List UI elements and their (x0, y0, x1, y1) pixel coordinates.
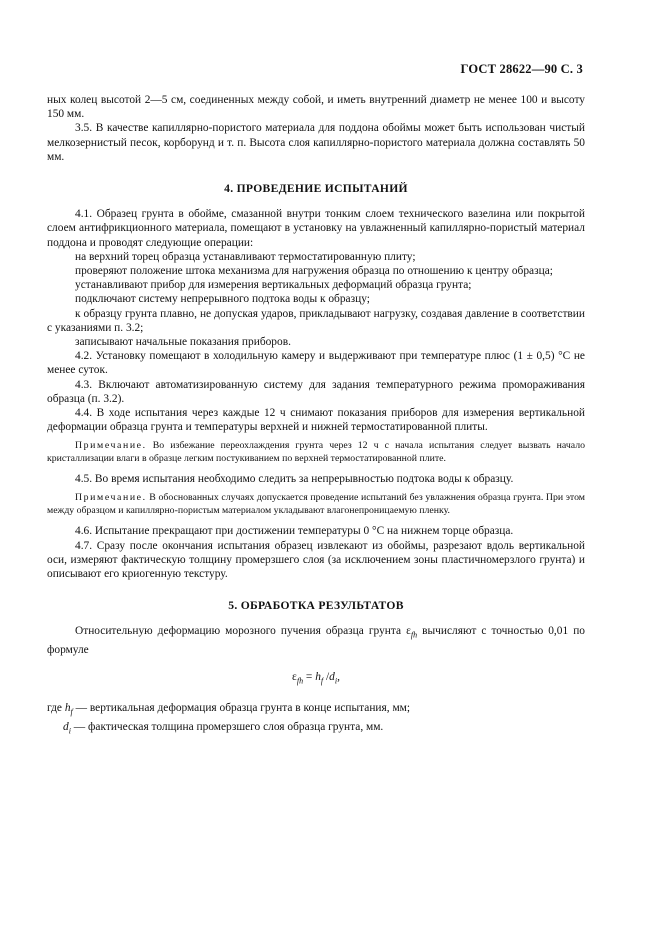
where-line-1 (47, 701, 585, 719)
page-header: ГОСТ 28622—90 С. 3 (460, 62, 583, 76)
paragraph-4-3: 4.3. Включают автоматизированную систему для задания температурного режима промораживания образца (п. 3.2). (47, 378, 585, 405)
operation-3: устанавливают прибор для измерения вертикальных деформаций образца грунта; (75, 279, 472, 292)
paragraph-continued: ных колец высотой 2—5 см, соединенных между собой, и иметь внутренний диаметр не менее 100 и высоту 150 мм. (47, 94, 585, 121)
formula-h-sub: f (320, 676, 324, 686)
paragraph-4-1: 4.1. Образец грунта в обойме, смазанной внутри тонким слоем технического вазелина или покрытой слоем антифрикционного материала, помещают в установку на увлажненный капиллярно-пористый материал поддона и проводят следующие операции: (47, 208, 585, 249)
document-body (47, 93, 585, 738)
where-line-2 (63, 720, 585, 738)
operation-4: подключают систему непрерывного подтока воды к образцу; (75, 293, 370, 306)
paragraph-4-4: 4.4. В ходе испытания через каждые 12 ч снимают показания приборов для измерения вертикальной деформации образца грунта и температуры верхней и нижней термостатированной плиты. (47, 407, 585, 434)
formula-h: h (315, 671, 321, 683)
note-label: Примечание. (75, 492, 147, 504)
formula-d: d (329, 671, 335, 683)
formula-end: , (337, 671, 340, 683)
paragraph-3-5: 3.5. В качестве капиллярно-пористого материала для поддона обоймы может быть использован чистый мелкозернистый песок, корборунд и т. п. Высота слоя капиллярно-пористого материала должна составлять 50 мм. (47, 122, 585, 163)
where1-symbol: h (64, 702, 71, 715)
formula (47, 670, 585, 688)
operation-1: на верхний торец образца устанавливают термостатированную плиту; (75, 250, 416, 263)
where2-subscript: i (68, 726, 71, 736)
formula-lhs: ε (292, 671, 297, 683)
note-text: В обоснованных случаях допускается проведение испытаний без увлажнения образца грунта. При этом между образцом и капиллярно-пористым материалом укладывают влагонепроницаемую пленку. (47, 492, 585, 516)
operation-5: к образцу грунта плавно, не допуская ударов, прикладывают нагрузку, создавая давление в соответствии с указаниями п. 3.2; (47, 307, 585, 334)
note-label: Примечание. (75, 440, 147, 452)
symbol-epsilon: ε (406, 625, 411, 638)
intro-text-a: Относительную деформацию морозного пучения образца грунта (75, 625, 407, 638)
intro-text-b: вычисляют с точностью 0,01 по формуле (47, 625, 586, 656)
paragraph-4-2: 4.2. Установку помещают в холодильную камеру и выдерживают при температуре плюс (1 ± 0,5) °С не менее суток. (47, 350, 585, 377)
note-2 (47, 492, 585, 517)
paragraph-4-6: 4.6. Испытание прекращают при достижении температуры 0 °С на нижнем торце образца. (75, 525, 514, 538)
where-prefix: где (47, 702, 65, 715)
where1-subscript: f (70, 707, 73, 717)
paragraph-4-5: 4.5. Во время испытания необходимо следить за непрерывностью подтока воды к образцу. (75, 473, 514, 486)
note-1 (47, 440, 585, 465)
symbol-subscript: fh (410, 630, 418, 640)
note-text: Во избежание переохлаждения грунта через 12 ч с начала испытания следует вызвать начало кристаллизации влаги в образце легким постукиванием по верхней термостатированной плите. (47, 440, 585, 464)
formula-d-sub: i (334, 676, 338, 686)
paragraph-5-intro (47, 624, 585, 657)
formula-equals: = (303, 671, 316, 683)
operation-6: записывают начальные показания приборов. (75, 336, 291, 349)
where1-text: — вертикальная деформация образца грунта в конце испытания, мм; (72, 702, 411, 715)
where2-symbol: d (63, 720, 69, 733)
paragraph-4-7: 4.7. Сразу после окончания испытания образец извлекают из обоймы, разрезают вдоль вертикальной оси, измеряют фактическую толщину промерзшего слоя (за исключением зоны пластичномерзлого грунта) и описывают его криогенную текстуру. (47, 539, 585, 580)
where2-text: — фактическая толщина промерзшего слоя образца грунта, мм. (70, 720, 384, 733)
section-4-heading: 4. ПРОВЕДЕНИЕ ИСПЫТАНИЙ (224, 182, 408, 196)
formula-lhs-sub: fh (296, 676, 304, 686)
section-5-heading: 5. ОБРАБОТКА РЕЗУЛЬТАТОВ (228, 599, 404, 613)
formula-divide: / (323, 671, 330, 683)
operation-2: проверяют положение штока механизма для нагружения образца по отношению к центру образца; (75, 265, 553, 278)
